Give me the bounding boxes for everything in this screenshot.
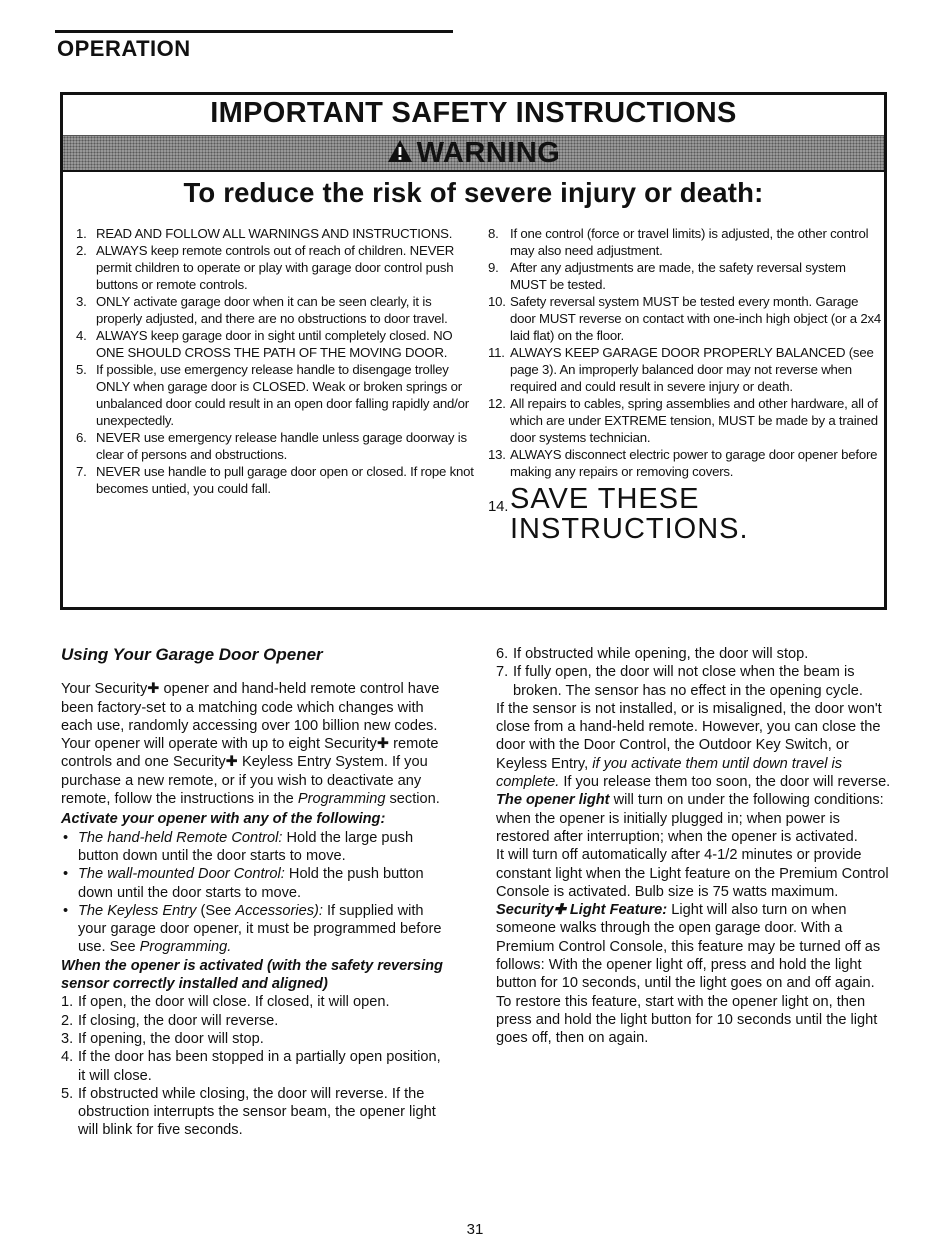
- item-number: 14.: [488, 498, 509, 515]
- light-text: will turn on under the following conditions: when the opener is initially plugged in; when power is restored after interruption; when the opener is activated.: [496, 792, 884, 845]
- item-text: If opening, the door will stop.: [78, 1030, 264, 1047]
- item-text: ALWAYS keep remote controls out of reach of children. NEVER permit children to operate or play with garage door control push buttons or remote controls.: [96, 243, 455, 292]
- sensor-end: If you release them too soon, the door will reverse.: [559, 774, 891, 791]
- item-text: ALWAYS disconnect electric power to garage door opener before making any repairs or removing covers.: [510, 447, 878, 479]
- item-number: 1.: [61, 994, 74, 1011]
- safety-item: [488, 395, 883, 446]
- item-text: ONLY activate garage door when it can be seen clearly, it is properly adjusted, and there are no obstructions to door travel.: [96, 294, 448, 326]
- item-number: 3.: [61, 1030, 74, 1047]
- item-number: 12.: [488, 396, 506, 411]
- safety-box-title: IMPORTANT SAFETY INSTRUCTIONS: [210, 97, 737, 129]
- safety-instructions-box: [60, 92, 887, 610]
- light-label: The opener light: [496, 792, 610, 809]
- bullet-italic: The Keyless Entry: [78, 902, 197, 919]
- bullet-item: [61, 865, 445, 902]
- risk-subtitle: To reduce the risk of severe injury or death:: [183, 177, 764, 208]
- item-text: After any adjustments are made, the safety reversal system MUST be tested.: [510, 260, 846, 292]
- safety-item: [488, 344, 883, 395]
- intro-italic: Programming: [297, 791, 386, 808]
- item-text: If the door has been stopped in a partially open position, it will close.: [78, 1049, 441, 1084]
- item-number: 9.: [488, 260, 499, 275]
- item-number: 2.: [61, 1012, 74, 1029]
- safety-item: [488, 446, 883, 480]
- bullet-text: (See: [196, 902, 236, 919]
- intro-paragraph: [61, 680, 445, 808]
- item-number: 2.: [76, 243, 87, 258]
- left-column: [61, 646, 445, 1140]
- item-text: ALWAYS KEEP GARAGE DOOR PROPERLY BALANCED (see page 3). An improperly balanced door may not reverse when required and could result in severe injury or death.: [510, 345, 874, 394]
- safety-list-right: [488, 225, 883, 544]
- item-text: If open, the door will close. If closed, it will open.: [78, 994, 390, 1011]
- safety-item: [488, 225, 883, 259]
- sensor-text: If the sensor is not installed, or is misaligned, the door won't close from a hand-held remote. However, you can close the door with the Door Control, the Outdoor Key Switch, or Keyless Entry,: [496, 700, 882, 772]
- bullet-italic: Programming.: [139, 939, 232, 956]
- section-title: OPERATION: [57, 36, 191, 61]
- item-text: If obstructed while opening, the door will stop.: [513, 646, 809, 662]
- item-number: 6.: [496, 646, 509, 662]
- item-number: 11.: [488, 345, 505, 360]
- warning-label: WARNING: [416, 137, 561, 169]
- item-number: 13.: [488, 447, 506, 462]
- item-text: NEVER use handle to pull garage door open or closed. If rope knot becomes untied, you could fall.: [96, 464, 474, 496]
- page-number: 31: [466, 1221, 484, 1238]
- numbered-item: [496, 645, 892, 663]
- numbered-item: [496, 663, 892, 700]
- bullet-dot: •: [63, 866, 69, 883]
- behavior-list: [61, 993, 445, 1139]
- intro-end: section.: [385, 791, 440, 808]
- bullet-text: Hold the large push button down until the door starts to move.: [78, 829, 414, 864]
- item-text: If one control (force or travel limits) is adjusted, the other control may also need adjustment.: [510, 226, 869, 258]
- item-number: 8.: [488, 226, 499, 241]
- safety-item: [76, 225, 474, 242]
- item-number: 4.: [76, 328, 87, 343]
- item-text: If fully open, the door will not close when the beam is broken. The sensor has no effect in the opening cycle.: [513, 664, 863, 699]
- numbered-item: [61, 1012, 445, 1030]
- bullet-text: Hold the push button down until the door starts to move.: [78, 866, 424, 901]
- intro-text: Your Security✚ opener and hand-held remote control have been factory-set to a matching code which changes with each use, randomly accessing over 100 billion new codes. Your opener will operate with up to eight Security✚ remote controls and one Security✚ Keyless Entry System. If you purchase a new remote, or if you wish to deactivate any remote, follow the instructions in the: [61, 681, 440, 808]
- auto-off-paragraph: It will turn off automatically after 4-1/2 minutes or provide constant light when the Light feature on the Premium Control Console is activated. Bulb size is 75 watts maximum.: [496, 847, 889, 900]
- numbered-item: [61, 1048, 445, 1085]
- item-text: NEVER use emergency release handle unless garage doorway is clear of persons and obstructions.: [96, 430, 467, 462]
- item-text: All repairs to cables, spring assemblies and other hardware, all of which are under EXTREME tension, MUST be made by a trained door systems technician.: [510, 396, 878, 445]
- item-number: 1.: [76, 226, 87, 241]
- when-heading: When the opener is activated (with the safety reversing sensor correctly installed and aligned): [61, 957, 443, 993]
- safety-item: [488, 259, 883, 293]
- safety-item: [76, 293, 474, 327]
- item-number: 5.: [76, 362, 87, 377]
- item-text: If closing, the door will reverse.: [78, 1012, 279, 1029]
- bullet-italic: The hand-held Remote Control:: [78, 829, 283, 846]
- bullet-italic: Accessories):: [235, 902, 323, 919]
- safety-item: [488, 293, 883, 344]
- bullet-dot: •: [63, 829, 69, 846]
- section-rule: [55, 30, 453, 33]
- warning-heading: [63, 137, 884, 170]
- light-feature-paragraph: [496, 901, 892, 1047]
- safety-item: [76, 429, 474, 463]
- warning-banner: [63, 135, 884, 172]
- light-feature-label: Security✚ Light Feature:: [496, 902, 668, 919]
- safety-list-left: [76, 225, 474, 497]
- right-column: [496, 645, 892, 1048]
- behavior-list-continued: [496, 645, 892, 700]
- item-number: 7.: [496, 664, 509, 681]
- item-text: If obstructed while closing, the door will reverse. If the obstruction interrupts the sensor beam, the opener light will blink for five seconds.: [78, 1085, 436, 1139]
- item-number: 10.: [488, 294, 506, 309]
- save-instructions-item: [488, 484, 883, 544]
- bullet-text: If supplied with your garage door opener, it must be programmed before use. See: [78, 902, 442, 956]
- item-text: Safety reversal system MUST be tested every month. Garage door MUST reverse on contact with one-inch high object (or a 2x4 laid flat) on the floor.: [510, 294, 882, 343]
- warning-triangle-icon: [387, 139, 413, 163]
- item-number: 3.: [76, 294, 87, 309]
- item-number: 7.: [76, 464, 87, 479]
- bullet-item: [61, 902, 445, 957]
- item-number: 4.: [61, 1049, 74, 1066]
- item-text: READ AND FOLLOW ALL WARNINGS AND INSTRUCTIONS.: [96, 226, 453, 241]
- item-text: ALWAYS keep garage door in sight until completely closed. NO ONE SHOULD CROSS THE PATH OF THE MOVING DOOR.: [96, 328, 453, 360]
- bullet-italic: The wall-mounted Door Control:: [78, 866, 285, 883]
- safety-item: [76, 463, 474, 497]
- section-heading: Using Your Garage Door Opener: [61, 645, 323, 664]
- light-feature-text: Light will also turn on when someone walks through the open garage door. With a Premium Control Console, this feature may be turned off as follows: With the opener light off, press and hold the light button for 10 seconds, until the light goes on and off again. To restore this feature, start with the opener light on, then press and hold the light button for 10 seconds until the light goes off, then on again.: [496, 902, 881, 1047]
- safety-item: [76, 242, 474, 293]
- safety-item: [76, 361, 474, 429]
- numbered-item: [61, 993, 445, 1011]
- activate-heading: Activate your opener with any of the following:: [61, 811, 386, 828]
- activation-bullets: [61, 829, 445, 957]
- save-instructions-text: SAVE THESE INSTRUCTIONS.: [510, 483, 749, 545]
- numbered-item: [61, 1085, 445, 1140]
- sensor-italic: if you activate them until down travel is complete.: [496, 755, 843, 791]
- numbered-item: [61, 1030, 445, 1048]
- safety-item: [76, 327, 474, 361]
- bullet-item: [61, 829, 445, 866]
- item-number: 5.: [61, 1085, 74, 1102]
- bullet-dot: •: [63, 902, 69, 919]
- sensor-paragraph: [496, 700, 892, 791]
- item-text: If possible, use emergency release handle to disengage trolley ONLY when garage door is CLOSED. Weak or broken springs or unbalanced door could result in an open door falling rapidly and/or unexpectedly.: [96, 362, 469, 428]
- item-number: 6.: [76, 430, 87, 445]
- light-paragraph: [496, 791, 892, 846]
